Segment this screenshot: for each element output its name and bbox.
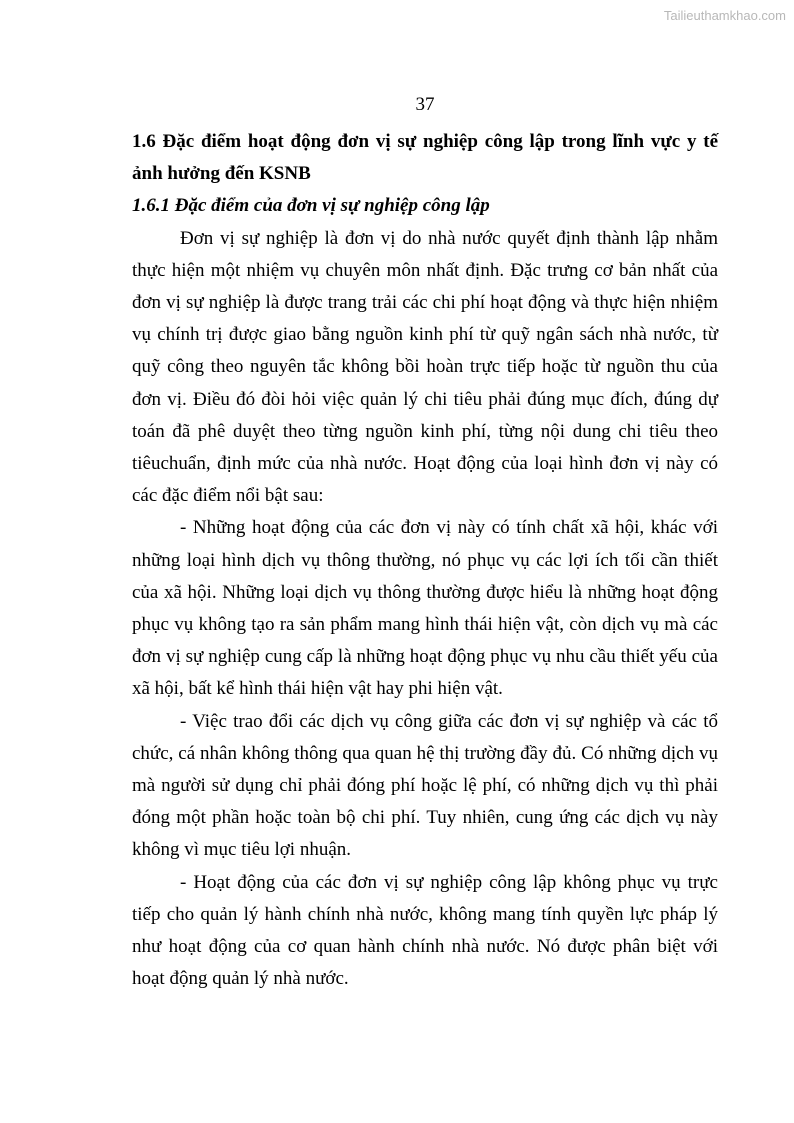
watermark-text: Tailieuthamkhao.com xyxy=(663,8,786,23)
document-body xyxy=(132,126,718,995)
paragraph-social-nature: - Những hoạt động của các đơn vị này có tính chất xã hội, khác với những loại hình dịch vụ thông thường, nó phục vụ các lợi ích tối cần thiết của xã hội. Những loại dịch vụ thông thường được hiểu là những hoạt động phục vụ không tạo ra sản phẩm mang hình thái hiện vật, còn dịch vụ mà các đơn vị sự nghiệp cung cấp là những hoạt động phục vụ nhu cầu thiết yếu của xã hội, bất kể hình thái hiện vật hay phi hiện vật. xyxy=(132,517,718,700)
paragraph-intro: Đơn vị sự nghiệp là đơn vị do nhà nước quyết định thành lập nhằm thực hiện một nhiệm vụ chuyên môn nhất định. Đặc trưng cơ bản nhất của đơn vị sự nghiệp là được trang trải các chi phí hoạt động và thực hiện nhiệm vụ chính trị được giao bằng nguồn kinh phí từ quỹ ngân sách nhà nước, từ quỹ công theo nguyên tắc không bồi hoàn trực tiếp hoặc từ nguồn thu của đơn vị. Điều đó đòi hỏi việc quản lý chi tiêu phải đúng mục đích, đúng dự toán đã phê duyệt theo từng nguồn kinh phí, từng nội dung chi tiêu theo tiêuchuẩn, định mức của nhà nước. Hoạt động của loại hình đơn vị này có các đặc điểm nổi bật sau: xyxy=(132,227,718,507)
paragraph-administration: - Hoạt động của các đơn vị sự nghiệp công lập không phục vụ trực tiếp cho quản lý hành chính nhà nước, không mang tính quyền lực pháp lý như hoạt động của cơ quan hành chính nhà nước. Nó được phân biệt với hoạt động quản lý nhà nước. xyxy=(132,871,718,990)
page-number: 37 xyxy=(415,94,435,115)
subsection-heading: 1.6.1 Đặc điểm của đơn vị sự nghiệp công lập xyxy=(132,195,490,217)
paragraph-service-exchange: - Việc trao đổi các dịch vụ công giữa các đơn vị sự nghiệp và các tổ chức, cá nhân không thông qua quan hệ thị trường đầy đủ. Có những dịch vụ mà người sử dụng chỉ phải đóng phí hoặc lệ phí, có những dịch vụ thì phải đóng một phần hoặc toàn bộ chi phí. Tuy nhiên, cung ứng các dịch vụ này không vì mục tiêu lợi nhuận. xyxy=(132,710,718,861)
section-heading: 1.6 Đặc điểm hoạt động đơn vị sự nghiệp công lập trong lĩnh vực y tế ảnh hưởng đến KSNB xyxy=(132,131,718,185)
